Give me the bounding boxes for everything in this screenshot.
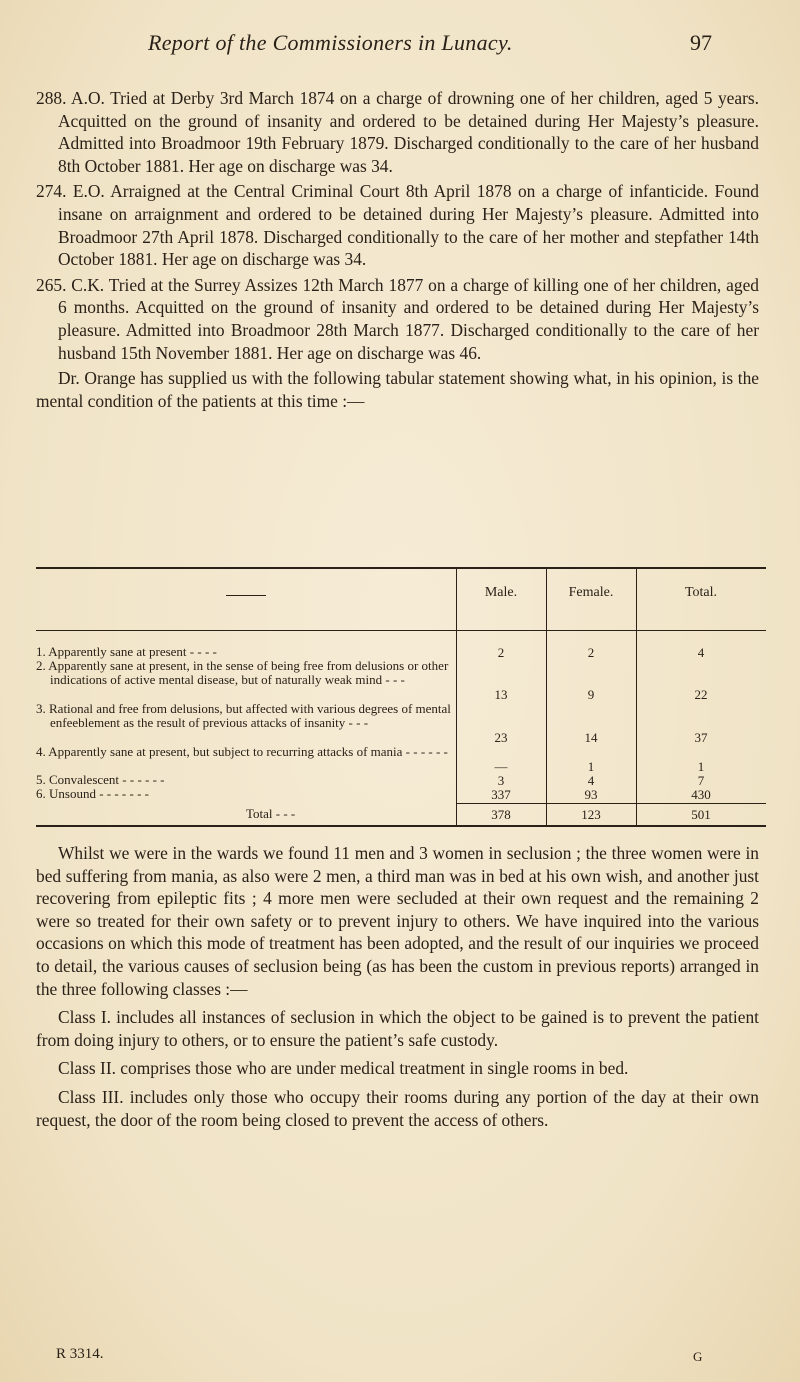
body-paragraph: Whilst we were in the wards we found 11 men and 3 women in seclusion ; the three women were in bed suffering from mania, as also were 2 men, a third man was in bed at his own wish, and another just recovering from epileptic fits ; 4 more men were secluded at their own request and the remaining 2 were so treated for their own safety or to prevent injury to others. We have inquired into the various occasions on which this mode of treatment has been adopted, and the result of our inquiries we proceed to detail, the various causes of seclusion being (as has been the custom in previous reports) arranged in the three following classes :— <box>36 843 759 999</box>
male-total: 378 <box>491 807 511 822</box>
female-value: 4 <box>587 773 595 788</box>
female-value: 9 <box>587 687 595 702</box>
body-text <box>36 842 759 1137</box>
total-value: 22 <box>694 687 708 702</box>
running-header <box>0 30 800 60</box>
row-label: 2. Apparently sane at present, in the sense of being free from delusions or other indications of active mental disease, but of naturally weak mind - - - <box>36 658 449 688</box>
running-title: Report of the Commissioners in Lunacy. <box>148 30 513 55</box>
male-value: 13 <box>494 687 508 702</box>
header-female: Female. <box>568 585 614 600</box>
total-rule <box>456 803 766 804</box>
body-paragraph: Class III. includes only those who occupy their rooms during any portion of the day at their own request, the door of the room being closed to prevent the access of others. <box>36 1086 759 1130</box>
total-label: Total - - - <box>246 806 296 821</box>
case-entry: 265. C.K. Tried at the Surrey Assizes 12th March 1877 on a charge of killing one of her children, aged 6 months. Acquitted on the ground of insanity and ordered to be detained during Her Majesty’s pleasure. Admitted into Broadmoor 28th March 1877. Discharged conditionally to the care of her husband 15th November 1881. Her age on discharge was 46. <box>36 274 759 363</box>
row-label: 3. Rational and free from delusions, but affected with various degrees of mental enfeeblement as the result of previous attacks of insanity - - - <box>36 701 451 731</box>
gathering-mark: G <box>693 1349 703 1364</box>
intro-paragraph: Dr. Orange has supplied us with the following tabular statement showing what, in his opinion, is the mental condition of the patients at this time :— <box>36 368 759 411</box>
case-entry: 288. A.O. Tried at Derby 3rd March 1874 on a charge of drowning one of her children, aged 5 years. Acquitted on the ground of insanity and ordered to be detained during Her Majesty’s pleasure. Admitted into Broadmoor 19th February 1879. Discharged conditionally to the care of her husband 8th October 1881. Her age on discharge was 34. <box>36 88 759 176</box>
male-value: 3 <box>497 773 505 788</box>
case-entry: 274. E.O. Arraigned at the Central Criminal Court 8th April 1878 on a charge of infanticide. Found insane on arraignment and ordered to be detained during Her Majesty’s pleasure. Admitted into Broadmoor 27th April 1878. Discharged conditionally to the care of her mother and stepfather 14th October 1881. Her age on discharge was 34. <box>36 181 759 270</box>
total-value: 7 <box>697 773 705 788</box>
male-value: — <box>494 759 508 774</box>
table-extra-rows <box>36 567 766 827</box>
header-total: Total. <box>684 585 718 600</box>
grand-total: 501 <box>691 807 711 822</box>
male-value: 23 <box>494 730 508 745</box>
row-label: 1. Apparently sane at present - - - - <box>36 644 217 659</box>
body-paragraph: Class I. includes all instances of seclusion in which the object to be gained is to prevent the patient from doing injury to others, or to ensure the patient’s safe custody. <box>36 1007 759 1050</box>
female-total: 123 <box>581 807 601 822</box>
total-value: 1 <box>697 759 705 774</box>
male-value: 337 <box>491 787 511 802</box>
row-label: 4. Apparently sane at present, but subject to recurring attacks of mania - - - - - - <box>36 744 448 759</box>
printer-signature: R 3314. <box>56 1346 104 1362</box>
row-label: 5. Convalescent - - - - - - <box>36 772 165 787</box>
male-value: 2 <box>497 645 505 660</box>
case-entries <box>36 87 759 415</box>
row-label: 6. Unsound - - - - - - - <box>36 786 150 801</box>
body-paragraph: Class II. comprises those who are under medical treatment in single rooms in bed. <box>58 1058 629 1079</box>
header-male: Male. <box>484 585 518 600</box>
female-value: 1 <box>587 759 595 774</box>
female-value: 14 <box>584 730 598 745</box>
total-value: 4 <box>697 645 705 660</box>
total-value: 430 <box>691 787 711 802</box>
total-value: 37 <box>694 730 708 745</box>
female-value: 2 <box>587 645 595 660</box>
female-value: 93 <box>584 787 598 802</box>
page-number: 97 <box>690 30 712 55</box>
